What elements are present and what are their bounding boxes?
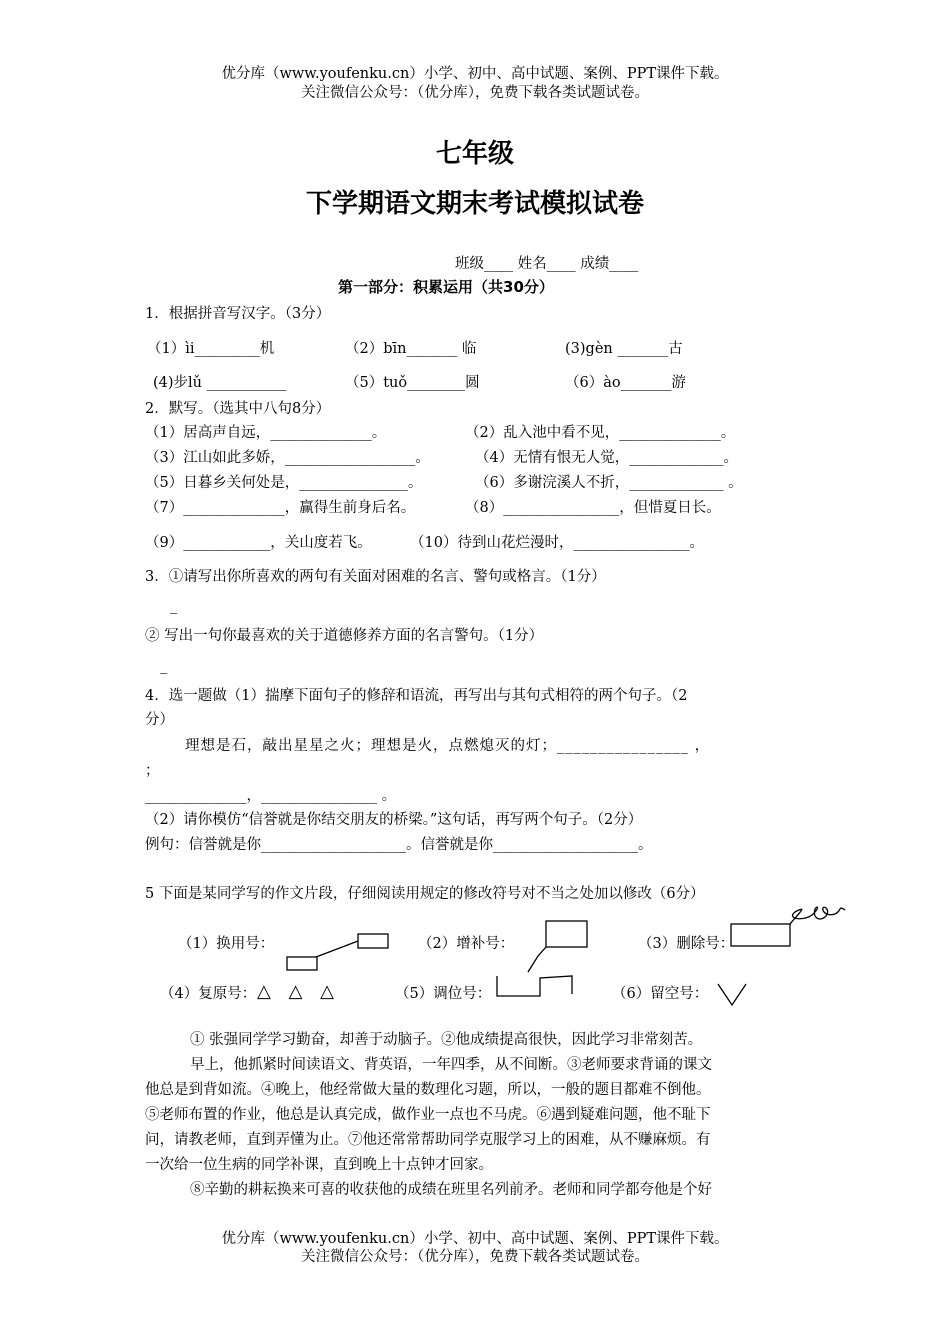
q4-semicolon: ； <box>145 763 160 779</box>
delete-symbol-curl <box>790 907 845 924</box>
symbol-restore-label: （4）复原号： <box>160 986 257 1002</box>
header-line-1: 优分库（www.youfenku.cn）小学、初中、高中试题、案例、PPT课件下载。 <box>221 66 729 82</box>
section-heading: 第一部分：积累运用（共30分） <box>338 278 554 296</box>
space-symbol <box>718 984 746 1005</box>
q2-line-5-left: （9）____________，关山度若飞。 <box>145 535 372 551</box>
passage-line-5: 问，请教老师，直到弄懂为止。⑦他还常常帮助同学克服学习上的困难，从不赚麻烦。有 <box>145 1132 711 1148</box>
q4-blanks: ______________，________________ 。 <box>145 788 397 804</box>
symbol-transpose-label: （5）调位号： <box>395 986 492 1002</box>
q3-part-b: ② 写出一句你最喜欢的关于道德修养方面的名言警句。（1分） <box>145 628 544 644</box>
transpose-symbol <box>497 976 572 996</box>
replace-symbol-connector <box>316 941 358 957</box>
info-line: 班级____ 姓名____ 成绩____ <box>455 256 639 272</box>
replace-symbol-box-bottom <box>287 957 317 970</box>
q2-line-3-right: （6）多谢浣溪人不折，_____________ 。 <box>475 475 743 491</box>
q4-sentence: 理想是石，敲出星星之火；理想是火，点燃熄灭的灯；________________ ， <box>185 738 711 754</box>
delete-symbol-box <box>731 924 790 946</box>
insert-symbol-tail <box>528 947 546 972</box>
footer-line-2: 关注微信公众号：（优分库），免费下载各类试题试卷。 <box>301 1249 649 1265</box>
q1-title: 1．根据拼音写汉字。（3分） <box>145 306 331 322</box>
passage-line-1: ① 张强同学学习勤奋，却善于动脑子。②他成绩提高很快，因此学习非常刻苦。 <box>190 1032 703 1048</box>
q1-item-1: （1）ìi_________机 <box>147 341 275 357</box>
q2-line-3-left: （5）日暮乡关何处是，_______________。 <box>145 475 423 491</box>
symbol-replace-label: （1）换用号： <box>178 936 275 952</box>
q2-title: 2．默写。（选其中八句8分） <box>145 401 331 417</box>
q2-line-4-left: （7）______________，赢得生前身后名。 <box>145 500 416 516</box>
replace-symbol-box-top <box>358 934 388 948</box>
q1-item-5: （5）tuǒ________圆 <box>345 375 480 391</box>
q1-item-6: （6）ào_______游 <box>565 375 686 391</box>
q2-line-2-left: （3）江山如此多娇，__________________。 <box>145 450 430 466</box>
symbol-delete-label: （3）删除号： <box>638 936 735 952</box>
passage-line-3: 他总是到背如流。④晚上，他经常做大量的数理化习题，所以，一般的题目都难不倒他。 <box>145 1082 711 1098</box>
q2-line-2-right: （4）无情有恨无人觉，_____________。 <box>475 450 738 466</box>
passage-line-2: 早上，他抓紧时间读语文、背英语，一年四季，从不间断。③老师要求背诵的课文 <box>190 1057 712 1073</box>
q4-example: 例句：信誉就是你____________________。信誉就是你____________________。 <box>145 837 653 853</box>
symbol-insert-label: （2）增补号： <box>418 936 515 952</box>
q4-title: 4．选一题做（1）揣摩下面句子的修辞和语流，再写出与其句式相符的两个句子。（2 <box>145 688 688 704</box>
q2-line-5-right: （10）待到山花烂漫时，________________。 <box>410 535 704 551</box>
q2-line-1-left: （1）居高声自远，______________。 <box>145 425 387 441</box>
q3-answer-line-2: _ <box>160 658 168 674</box>
q3-part-a: 3．①请写出你所喜欢的两句有关面对困难的名言、警句或格言。（1分） <box>145 569 606 585</box>
restore-triangles: △ △ △ <box>257 981 340 1002</box>
q1-item-2: （2）bīn_______ 临 <box>345 341 477 357</box>
footer-line-1: 优分库（www.youfenku.cn）小学、初中、高中试题、案例、PPT课件下载。 <box>221 1231 729 1247</box>
q4-title-cont: 分） <box>145 712 174 728</box>
q5-title: 5 下面是某同学写的作文片段，仔细阅读用规定的修改符号对不当之处加以修改（6分） <box>145 886 705 902</box>
q2-line-1-right: （2）乱入池中看不见，______________。 <box>465 425 736 441</box>
insert-symbol-box <box>546 921 587 947</box>
passage-line-7: ⑧辛勤的耕耘换来可喜的收获他的成绩在班里名列前矛。老师和同学都夸他是个好 <box>190 1182 712 1198</box>
q4-part-2: （2）请你模仿“信誉就是你结交朋友的桥梁。”这句话，再写两个句子。（2分） <box>145 812 643 828</box>
symbol-space-label: （6）留空号： <box>612 986 709 1002</box>
q2-line-4-right: （8）________________，但惜夏日长。 <box>465 500 721 516</box>
q1-item-4: (4)步lǔ ___________ <box>153 375 287 391</box>
page-title-main: 下学期语文期末考试模拟试卷 <box>305 189 644 219</box>
page-title-grade: 七年级 <box>435 139 514 169</box>
header-line-2: 关注微信公众号：（优分库），免费下载各类试题试卷。 <box>301 85 649 101</box>
q3-answer-line-1: _ <box>170 598 178 614</box>
passage-line-4: ⑤老师布置的作业，他总是认真完成，做作业一点也不马虎。⑥遇到疑难问题，他不耻下 <box>145 1107 711 1123</box>
q1-item-3: (3)gèn _______古 <box>565 341 683 357</box>
passage-line-6: 一次给一位生病的同学补课，直到晚上十点钟才回家。 <box>145 1157 493 1173</box>
